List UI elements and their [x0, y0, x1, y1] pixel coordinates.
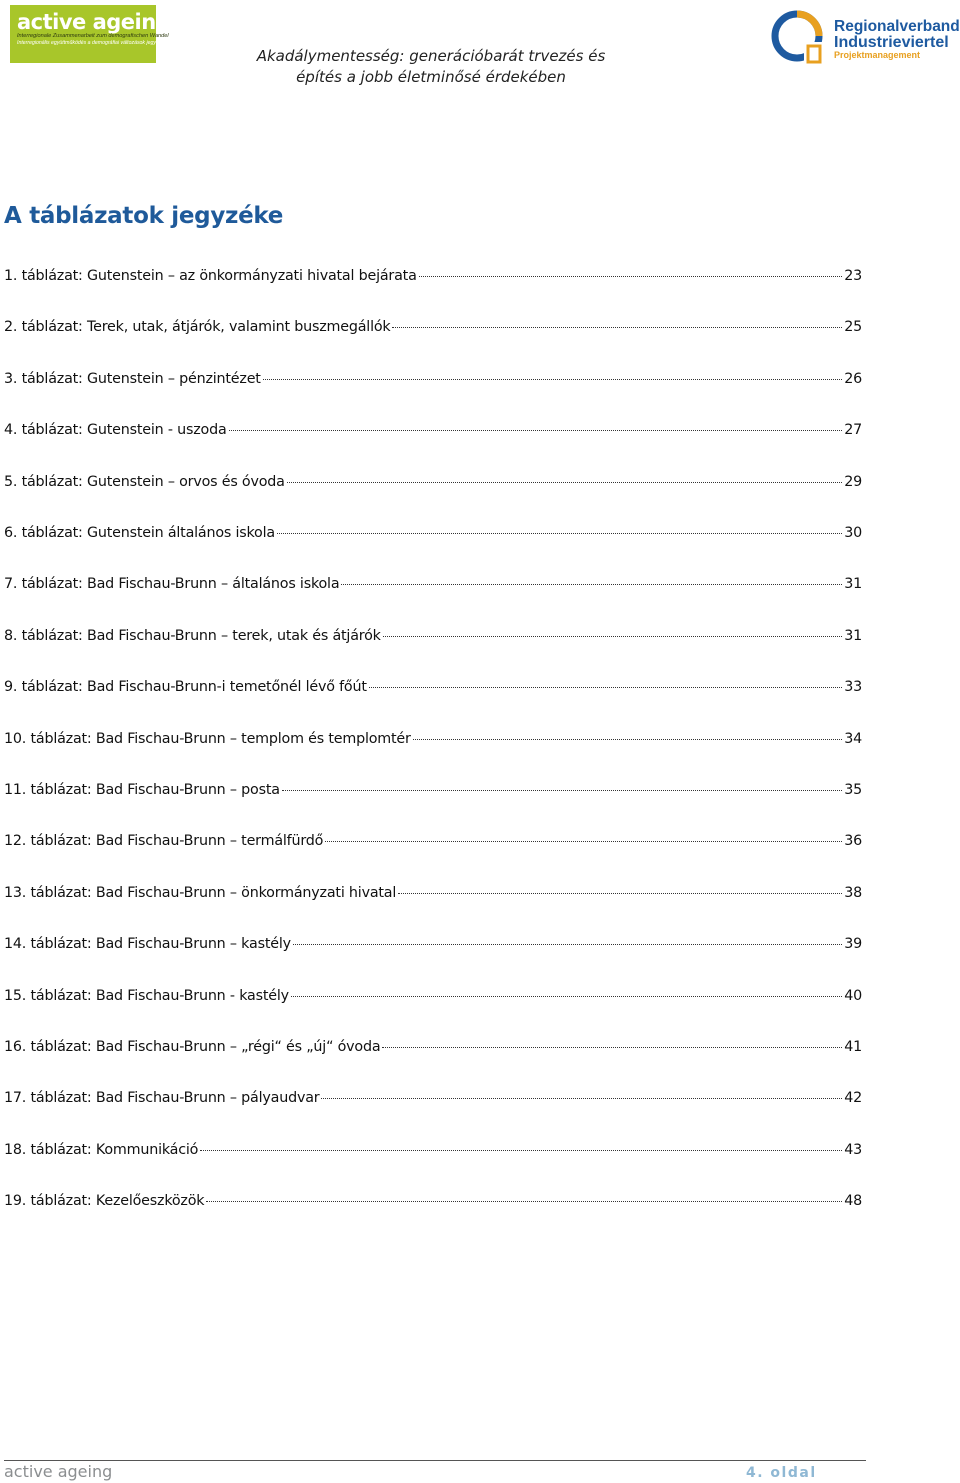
toc-entry-label: 1. táblázat: Gutenstein – az önkormányzati hivatal bejárata	[4, 268, 417, 284]
toc-entry[interactable]	[4, 731, 862, 753]
toc-dot-leader	[206, 1190, 842, 1202]
toc-entry[interactable]	[4, 679, 862, 701]
toc-entry[interactable]	[4, 525, 862, 547]
toc-entry-label: 3. táblázat: Gutenstein – pénzintézet	[4, 371, 261, 387]
toc-dot-leader	[287, 471, 842, 483]
toc-entry-page: 34	[844, 731, 862, 747]
toc-dot-leader	[200, 1139, 842, 1151]
toc-entry[interactable]	[4, 576, 862, 598]
logo-right-line-1: Regionalverband	[834, 18, 960, 35]
logo-tagline-1: Interregionale Zusammenarbeit zum demografischen Wandel	[17, 33, 169, 39]
toc-entry-page: 29	[844, 474, 862, 490]
toc-dot-leader	[382, 1036, 842, 1048]
document-header-title	[0, 46, 862, 88]
toc-entry-label: 8. táblázat: Bad Fischau-Brunn – terek, utak és átjárók	[4, 628, 381, 644]
toc-entry[interactable]	[4, 268, 862, 290]
footer-page-number: 4. oldal	[746, 1465, 817, 1481]
regionalverband-logo	[770, 6, 960, 70]
toc-entry-page: 35	[844, 782, 862, 798]
toc-entry-page: 25	[844, 319, 862, 335]
toc-entry-label: 10. táblázat: Bad Fischau-Brunn – templom és templomtér	[4, 731, 411, 747]
logo-tagline-2: Interregionális együttműködés a demográfiai változások jegyében	[17, 40, 168, 46]
toc-entry-label: 15. táblázat: Bad Fischau-Brunn - kastély	[4, 988, 289, 1004]
toc-dot-leader	[413, 728, 843, 740]
toc-dot-leader	[392, 316, 842, 328]
footer-divider	[4, 1460, 866, 1461]
toc-entry-page: 39	[844, 936, 862, 952]
toc-dot-leader	[293, 933, 842, 945]
toc-entry[interactable]	[4, 833, 862, 855]
footer-project-name: active ageing	[4, 1462, 113, 1481]
toc-entry-label: 5. táblázat: Gutenstein – orvos és óvoda	[4, 474, 285, 490]
toc-entry-label: 17. táblázat: Bad Fischau-Brunn – pályaudvar	[4, 1090, 320, 1106]
toc-dot-leader	[321, 1087, 842, 1099]
toc-entry-page: 38	[844, 885, 862, 901]
header-title-line-1: Akadálymentesség: generációbarát trvezés és	[256, 47, 606, 65]
toc-entry-page: 33	[844, 679, 862, 695]
toc-entry-page: 36	[844, 833, 862, 849]
toc-entry[interactable]	[4, 1142, 862, 1164]
toc-entry-label: 11. táblázat: Bad Fischau-Brunn – posta	[4, 782, 280, 798]
toc-entry[interactable]	[4, 474, 862, 496]
toc-entry-page: 40	[844, 988, 862, 1004]
toc-entry-label: 2. táblázat: Terek, utak, átjárók, valamint buszmegállók	[4, 319, 391, 335]
toc-entry[interactable]	[4, 319, 862, 341]
toc-entry-label: 18. táblázat: Kommunikáció	[4, 1142, 199, 1158]
toc-entry[interactable]	[4, 988, 862, 1010]
toc-dot-leader	[277, 522, 842, 534]
toc-entry-label: 6. táblázat: Gutenstein általános iskola	[4, 525, 275, 541]
toc-dot-leader	[341, 573, 842, 585]
toc-dot-leader	[369, 676, 842, 688]
toc-entry[interactable]	[4, 422, 862, 444]
toc-dot-leader	[419, 265, 843, 277]
toc-entry[interactable]	[4, 782, 862, 804]
toc-entry[interactable]	[4, 628, 862, 650]
toc-entry-page: 27	[844, 422, 862, 438]
toc-entry-label: 7. táblázat: Bad Fischau-Brunn – általános iskola	[4, 576, 340, 592]
toc-entry[interactable]	[4, 371, 862, 393]
toc-entry-label: 14. táblázat: Bad Fischau-Brunn – kastély	[4, 936, 291, 952]
toc-entry[interactable]	[4, 936, 862, 958]
logo-right-line-3: Projektmanagement	[834, 50, 921, 60]
toc-entry-label: 4. táblázat: Gutenstein - uszoda	[4, 422, 227, 438]
toc-entry-page: 42	[844, 1090, 862, 1106]
toc-entry-page: 41	[844, 1039, 862, 1055]
toc-dot-leader	[398, 882, 842, 894]
toc-entry-label: 19. táblázat: Kezelőeszközök	[4, 1193, 205, 1209]
toc-entry-page: 23	[844, 268, 862, 284]
toc-dot-leader	[383, 625, 842, 637]
toc-entry-label: 9. táblázat: Bad Fischau-Brunn-i temetőnél lévő főút	[4, 679, 367, 695]
toc-entry[interactable]	[4, 1193, 862, 1215]
toc-dot-leader	[282, 779, 842, 791]
toc-entry[interactable]	[4, 1039, 862, 1061]
logo-brand-text: active ageing	[17, 10, 171, 34]
toc-entry-page: 30	[844, 525, 862, 541]
toc-dot-leader	[263, 368, 843, 380]
header-title-line-2: építés a jobb életminősé érdekében	[296, 68, 566, 86]
toc-entry-page: 26	[844, 371, 862, 387]
toc-entry-page: 48	[844, 1193, 862, 1209]
toc-entry-label: 13. táblázat: Bad Fischau-Brunn – önkormányzati hivatal	[4, 885, 397, 901]
toc-entry-page: 31	[844, 576, 862, 592]
toc-entry[interactable]	[4, 885, 862, 907]
logo-right-line-2: Industrieviertel	[834, 34, 949, 51]
toc-dot-leader	[291, 985, 842, 997]
toc-entry[interactable]	[4, 1090, 862, 1112]
toc-entry-label: 12. táblázat: Bad Fischau-Brunn – termálfürdő	[4, 833, 324, 849]
regionalverband-emblem-icon	[770, 6, 832, 68]
toc-entry-page: 31	[844, 628, 862, 644]
toc-entry-page: 43	[844, 1142, 862, 1158]
page-title: A táblázatok jegyzéke	[4, 203, 284, 229]
toc-dot-leader	[229, 419, 843, 431]
toc-entry-label: 16. táblázat: Bad Fischau-Brunn – „régi“ és „új“ óvoda	[4, 1039, 381, 1055]
toc-dot-leader	[325, 830, 842, 842]
